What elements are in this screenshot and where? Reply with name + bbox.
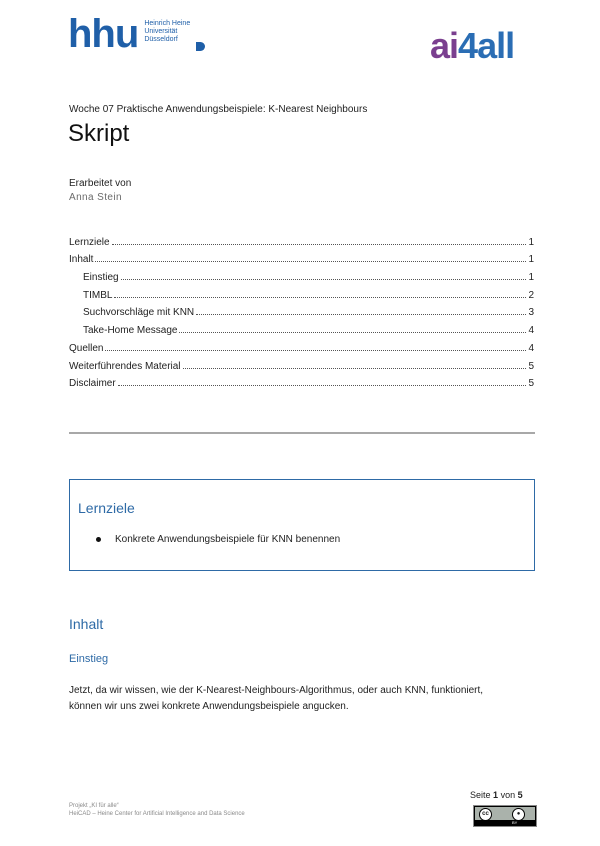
toc-entry[interactable] — [69, 354, 534, 372]
toc-leader-dots — [118, 385, 527, 386]
footer-project: Projekt „KI für alle“ — [69, 803, 119, 809]
toc-leader-dots — [105, 350, 526, 351]
toc-leader-dots — [95, 261, 526, 262]
toc-entry-label: Inhalt — [69, 254, 94, 266]
toc-entry[interactable] — [69, 336, 534, 354]
toc-entry-page: 5 — [528, 360, 534, 372]
toc-entry-page: 1 — [528, 254, 534, 266]
toc-entry[interactable] — [69, 283, 534, 301]
toc-entry[interactable] — [69, 372, 534, 390]
toc-entry-page: 2 — [528, 289, 534, 301]
footer-project-info — [69, 802, 245, 818]
toc-entry-label: TIMBL — [83, 289, 113, 301]
learning-goals-heading: Lernziele — [78, 500, 135, 516]
toc-leader-dots — [179, 332, 526, 333]
toc-entry-label: Disclaimer — [69, 378, 116, 390]
toc-leader-dots — [114, 297, 526, 298]
learning-goal-text: Konkrete Anwendungsbeispiele für KNN benennen — [115, 534, 341, 545]
toc-leader-dots — [121, 279, 527, 280]
page-number: Seite 1 von 5 — [470, 790, 523, 800]
body-paragraph: Jetzt, da wir wissen, wie der K-Nearest-Neighbours-Algorithmus, oder auch KNN, funktioniert, können wir uns zwei konkrete Anwendungsbeispiele angucken. — [69, 685, 484, 712]
toc-leader-dots — [196, 314, 526, 315]
table-of-contents — [69, 230, 534, 389]
document-title: Skript — [68, 120, 130, 147]
toc-entry-page: 4 — [528, 325, 534, 337]
toc-entry[interactable] — [69, 265, 534, 283]
section-heading-inhalt: Inhalt — [69, 616, 104, 632]
toc-entry-page: 1 — [528, 272, 534, 284]
document-kicker: Woche 07 Praktische Anwendungsbeispiele: K-Nearest Neighbours — [69, 104, 368, 115]
toc-entry-label: Lernziele — [69, 236, 110, 248]
toc-entry-label: Weiterführendes Material — [69, 360, 181, 372]
toc-entry-page: 1 — [528, 236, 534, 248]
toc-entry-label: Einstieg — [83, 272, 119, 284]
author-label: Erarbeitet von — [69, 178, 132, 189]
author-name: Anna Stein — [69, 192, 122, 203]
cc-by-license-badge — [473, 805, 537, 827]
ai4all-logo: ai4all — [430, 25, 515, 66]
toc-entry[interactable] — [69, 301, 534, 319]
toc-entry-page: 3 — [528, 307, 534, 319]
toc-entry[interactable] — [69, 230, 534, 248]
subsection-heading-einstieg: Einstieg — [69, 653, 109, 665]
hhu-university-name: Heinrich Heine Universität Düsseldorf — [144, 20, 191, 43]
hhu-d-mark-icon — [196, 42, 205, 51]
learning-goal-item — [96, 534, 340, 545]
hhu-logo — [68, 12, 191, 56]
toc-leader-dots — [183, 368, 527, 369]
toc-leader-dots — [112, 244, 527, 245]
toc-entry-label: Quellen — [69, 342, 104, 354]
toc-entry-label: Take-Home Message — [83, 325, 178, 337]
learning-goals-box — [69, 479, 535, 571]
toc-entry[interactable] — [69, 318, 534, 336]
hhu-wordmark: hhu — [68, 12, 139, 56]
toc-entry-label: Suchvorschläge mit KNN — [83, 307, 195, 319]
attribution-icon: ● — [512, 808, 525, 821]
toc-entry-page: 4 — [528, 342, 534, 354]
bullet-icon — [96, 537, 101, 542]
toc-entry[interactable] — [69, 248, 534, 266]
footer-center: HeiCAD – Heine Center for Artificial Intelligence and Data Science — [69, 811, 245, 817]
creative-commons-icon: cc — [479, 808, 492, 821]
toc-entry-page: 5 — [528, 378, 534, 390]
section-divider — [69, 432, 535, 434]
license-by-text: BY — [512, 820, 518, 825]
